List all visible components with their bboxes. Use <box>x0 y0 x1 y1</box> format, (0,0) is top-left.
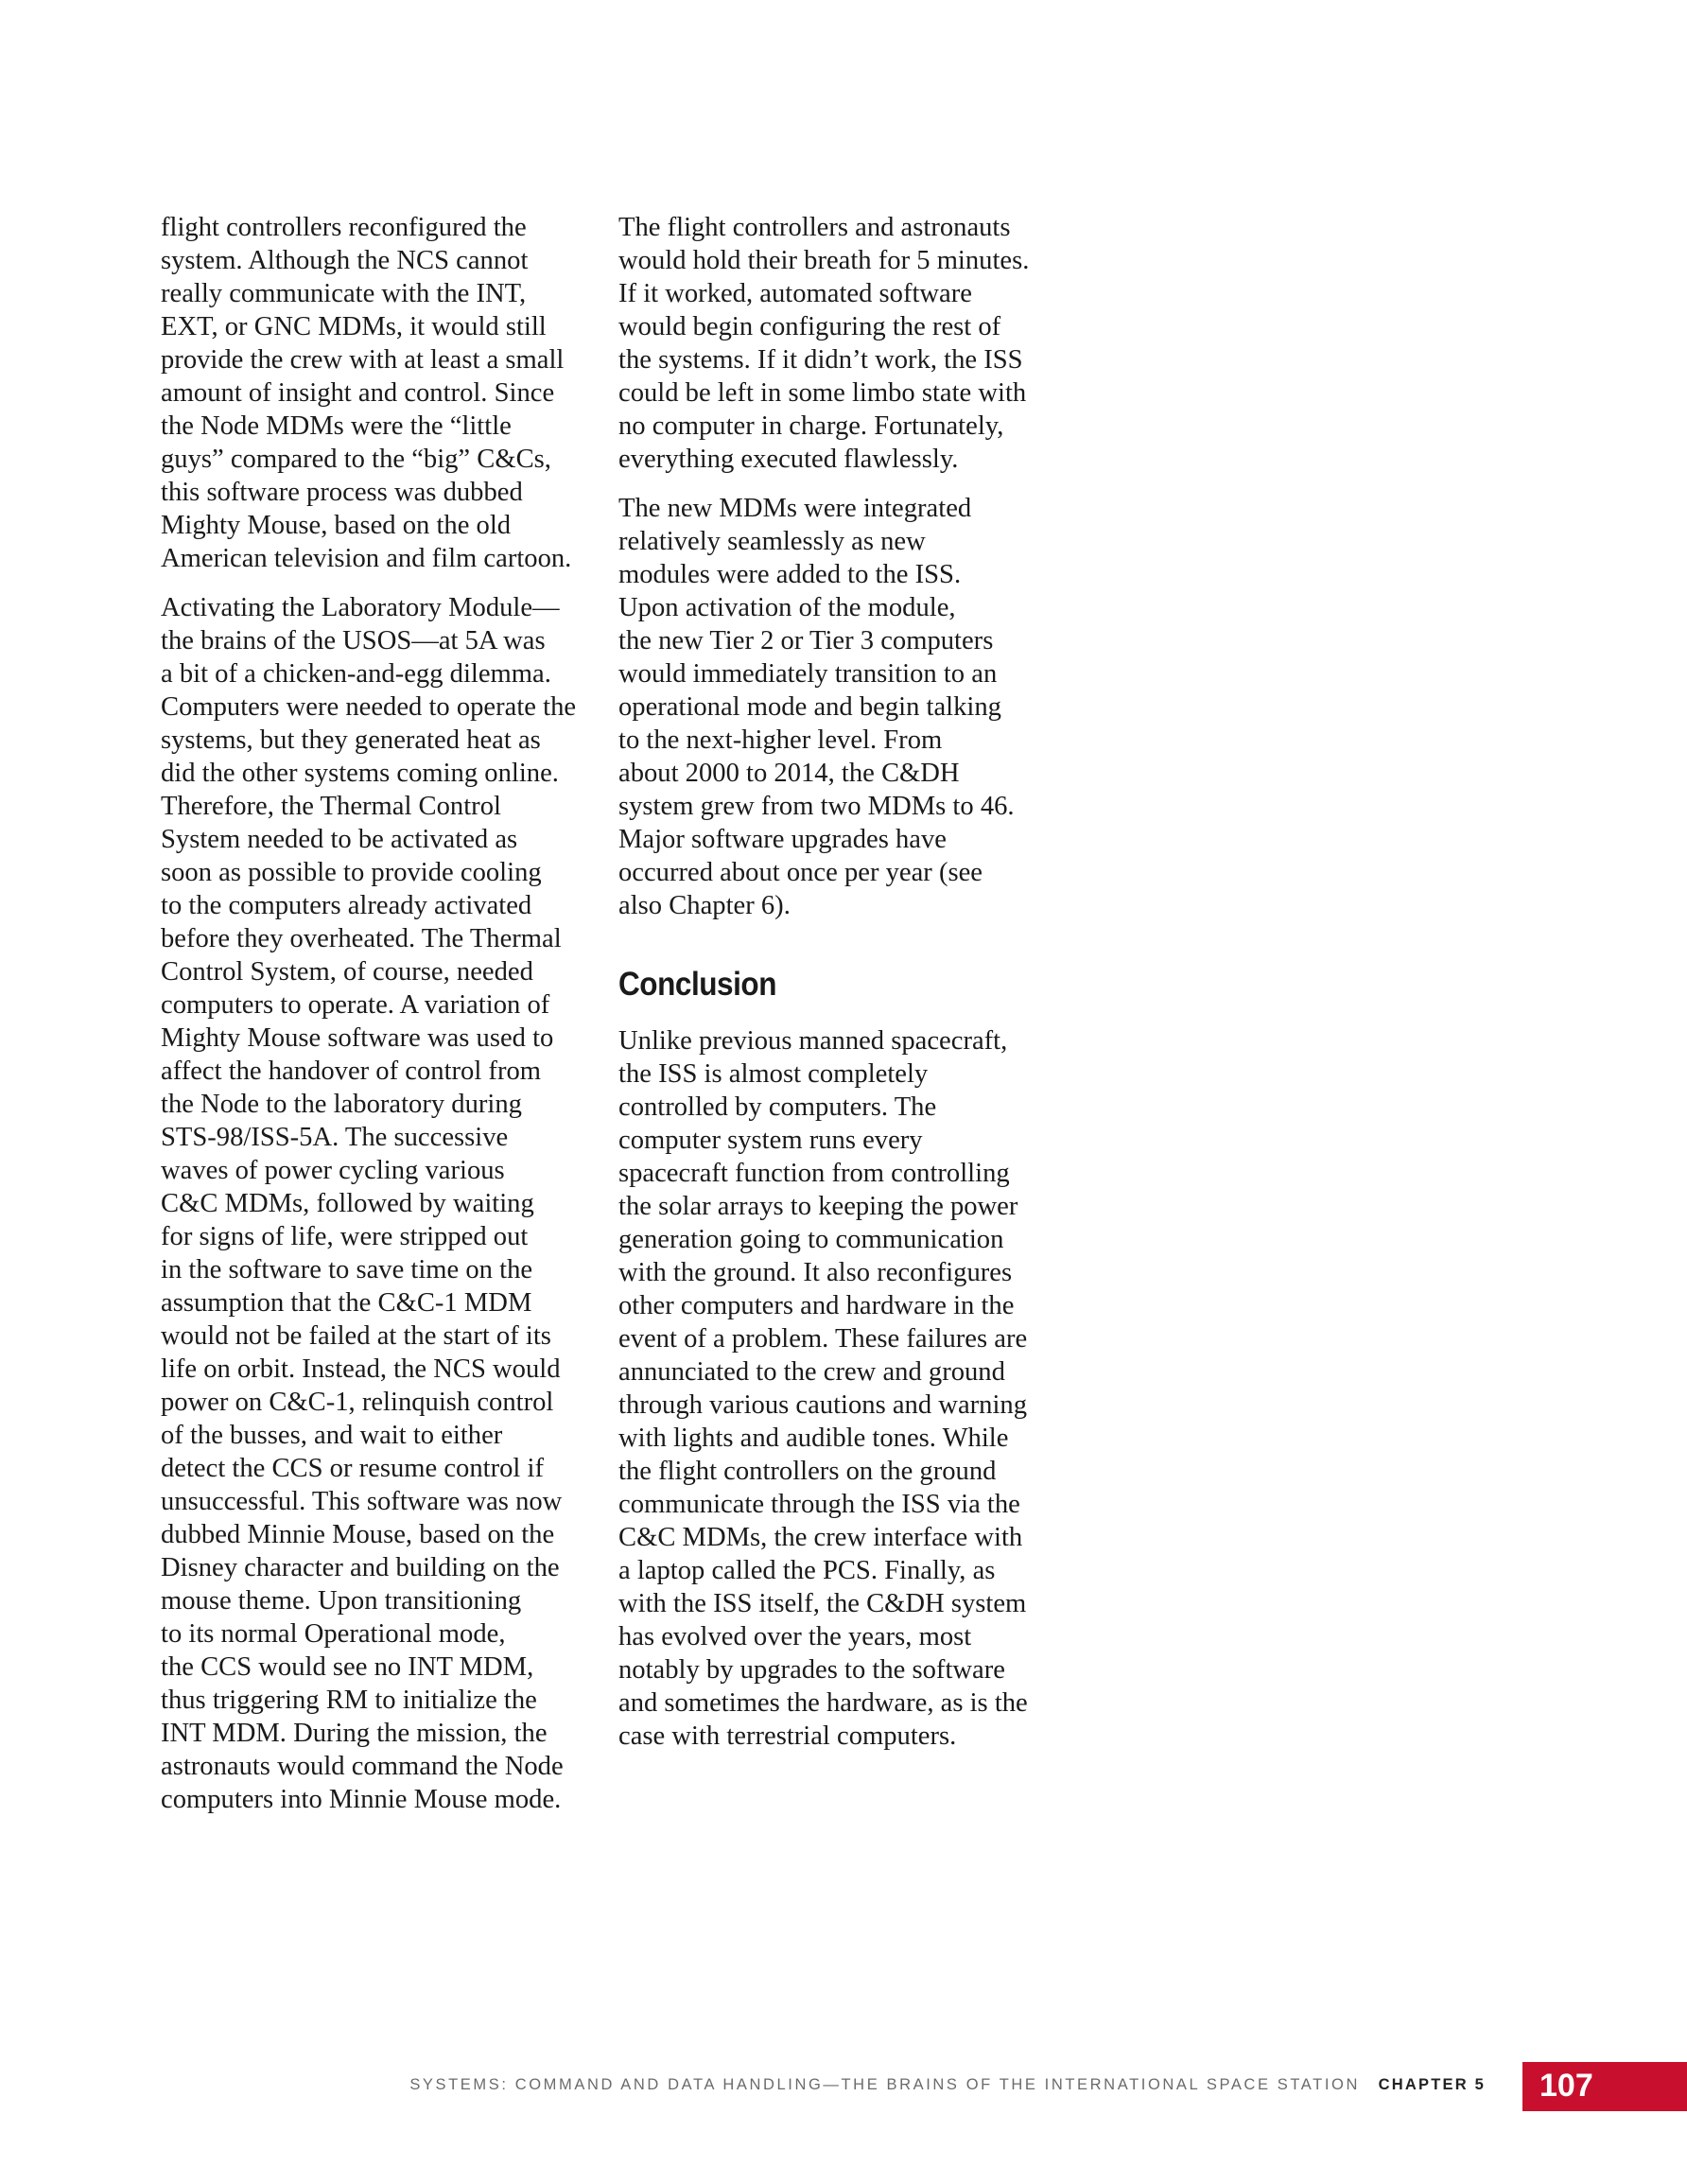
text-line: the CCS would see no INT MDM, <box>161 1652 534 1682</box>
text-line: soon as possible to provide cooling <box>161 858 542 887</box>
text-line: astronauts would command the Node <box>161 1752 564 1781</box>
text-line: systems, but they generated heat as <box>161 725 541 755</box>
text-line: this software process was dubbed <box>161 478 523 507</box>
text-line: amount of insight and control. Since <box>161 378 555 408</box>
text-line: The new MDMs were integrated <box>618 494 972 523</box>
page-number: 107 <box>1539 2068 1593 2104</box>
text-line: would hold their breath for 5 minutes. <box>618 246 1030 275</box>
text-line: provide the crew with at least a small <box>161 345 565 375</box>
text-line: The flight controllers and astronauts <box>618 213 1011 242</box>
text-line: Mighty Mouse, based on the old <box>161 511 512 540</box>
text-line: in the software to save time on the <box>161 1255 533 1284</box>
text-line: If it worked, automated software <box>618 279 972 308</box>
body-paragraph <box>618 492 1063 922</box>
text-line: everything executed flawlessly. <box>618 445 959 474</box>
section-heading: Conclusion <box>618 966 777 1003</box>
text-line: Unlike previous manned spacecraft, <box>618 1026 1008 1056</box>
text-line: the ISS is almost completely <box>618 1059 929 1089</box>
text-line: the Node MDMs were the “little <box>161 411 512 441</box>
text-line: the Node to the laboratory during <box>161 1090 522 1119</box>
text-line: for signs of life, were stripped out <box>161 1222 529 1251</box>
body-paragraph <box>161 591 605 1816</box>
text-line: other computers and hardware in the <box>618 1291 1015 1320</box>
text-line: notably by upgrades to the software <box>618 1655 1005 1685</box>
text-line: Disney character and building on the <box>161 1553 560 1582</box>
text-line: could be left in some limbo state with <box>618 378 1027 408</box>
page-number-box <box>1522 2062 1687 2111</box>
text-line: system grew from two MDMs to 46. <box>618 792 1015 821</box>
text-line: with lights and audible tones. While <box>618 1424 1009 1453</box>
text-line: no computer in charge. Fortunately, <box>618 411 1004 441</box>
body-paragraph <box>161 211 605 575</box>
text-line: Upon activation of the module, <box>618 593 956 622</box>
text-line: did the other systems coming online. <box>161 759 559 788</box>
text-line: computers to operate. A variation of <box>161 990 550 1020</box>
text-line: before they overheated. The Thermal <box>161 924 562 953</box>
text-line: detect the CCS or resume control if <box>161 1454 544 1483</box>
body-paragraph <box>618 211 1063 476</box>
text-line: the new Tier 2 or Tier 3 computers <box>618 626 994 655</box>
text-line: really communicate with the INT, <box>161 279 527 308</box>
text-line: Activating the Laboratory Module— <box>161 593 560 622</box>
text-line: spacecraft function from controlling <box>618 1159 1010 1188</box>
text-line: has evolved over the years, most <box>618 1622 972 1651</box>
text-line: also Chapter 6). <box>618 891 791 920</box>
text-line: guys” compared to the “big” C&Cs, <box>161 445 551 474</box>
text-line: modules were added to the ISS. <box>618 560 962 589</box>
text-line: C&C MDMs, followed by waiting <box>161 1189 534 1218</box>
text-line: controlled by computers. The <box>618 1092 937 1122</box>
text-line: mouse theme. Upon transitioning <box>161 1586 522 1616</box>
chapter-label: CHAPTER 5 <box>1378 2076 1486 2093</box>
text-line: waves of power cycling various <box>161 1156 505 1185</box>
text-line: Control System, of course, needed <box>161 957 533 987</box>
text-line: occurred about once per year (see <box>618 858 983 887</box>
text-line: American television and film cartoon. <box>161 544 572 573</box>
text-line: and sometimes the hardware, as is the <box>618 1688 1028 1718</box>
text-line: relatively seamlessly as new <box>618 527 926 556</box>
text-line: power on C&C-1, relinquish control <box>161 1388 554 1417</box>
text-line: would immediately transition to an <box>618 659 998 689</box>
text-line: operational mode and begin talking <box>618 692 1001 722</box>
text-line: event of a problem. These failures are <box>618 1324 1028 1354</box>
text-line: dubbed Minnie Mouse, based on the <box>161 1520 555 1549</box>
text-line: to its normal Operational mode, <box>161 1619 506 1649</box>
text-line: life on orbit. Instead, the NCS would <box>161 1354 561 1384</box>
text-line: through various cautions and warning <box>618 1390 1027 1420</box>
text-line: of the busses, and wait to either <box>161 1421 503 1450</box>
text-line: EXT, or GNC MDMs, it would still <box>161 312 547 341</box>
running-title: SYSTEMS: COMMAND AND DATA HANDLING—THE BRAINS OF THE INTERNATIONAL SPACE STATION <box>409 2076 1360 2093</box>
text-line: generation going to communication <box>618 1225 1004 1254</box>
right-column <box>618 211 1063 1769</box>
text-line: the solar arrays to keeping the power <box>618 1192 1018 1221</box>
text-line: to the next-higher level. From <box>618 725 943 755</box>
text-line: affect the handover of control from <box>161 1057 542 1086</box>
text-line: the brains of the USOS—at 5A was <box>161 626 546 655</box>
text-line: System needed to be activated as <box>161 825 518 854</box>
text-line: to the computers already activated <box>161 891 532 920</box>
text-line: computers into Minnie Mouse mode. <box>161 1785 562 1814</box>
text-line: about 2000 to 2014, the C&DH <box>618 759 960 788</box>
text-line: would not be failed at the start of its <box>161 1321 551 1351</box>
text-line: STS-98/ISS-5A. The successive <box>161 1123 509 1152</box>
text-line: thus triggering RM to initialize the <box>161 1686 537 1715</box>
text-line: Therefore, the Thermal Control <box>161 792 501 821</box>
left-column <box>161 211 605 1832</box>
page-footer <box>0 2062 1687 2111</box>
text-line: system. Although the NCS cannot <box>161 246 529 275</box>
text-line: Computers were needed to operate the <box>161 692 577 722</box>
text-line: INT MDM. During the mission, the <box>161 1719 548 1748</box>
text-line: communicate through the ISS via the <box>618 1490 1020 1519</box>
text-line: would begin configuring the rest of <box>618 312 1001 341</box>
text-line: the systems. If it didn’t work, the ISS <box>618 345 1023 375</box>
text-line: Major software upgrades have <box>618 825 947 854</box>
text-line: case with terrestrial computers. <box>618 1721 957 1751</box>
body-paragraph <box>618 1024 1063 1753</box>
text-line: a bit of a chicken-and-egg dilemma. <box>161 659 551 689</box>
text-line: flight controllers reconfigured the <box>161 213 527 242</box>
text-line: assumption that the C&C-1 MDM <box>161 1288 532 1318</box>
text-line: computer system runs every <box>618 1126 923 1155</box>
text-line: annunciated to the crew and ground <box>618 1357 1005 1387</box>
text-line: with the ground. It also reconfigures <box>618 1258 1013 1287</box>
text-line: Mighty Mouse software was used to <box>161 1023 554 1053</box>
text-line: the flight controllers on the ground <box>618 1457 997 1486</box>
text-line: unsuccessful. This software was now <box>161 1487 563 1516</box>
text-line: with the ISS itself, the C&DH system <box>618 1589 1027 1618</box>
text-line: C&C MDMs, the crew interface with <box>618 1523 1023 1552</box>
text-line: a laptop called the PCS. Finally, as <box>618 1556 996 1585</box>
